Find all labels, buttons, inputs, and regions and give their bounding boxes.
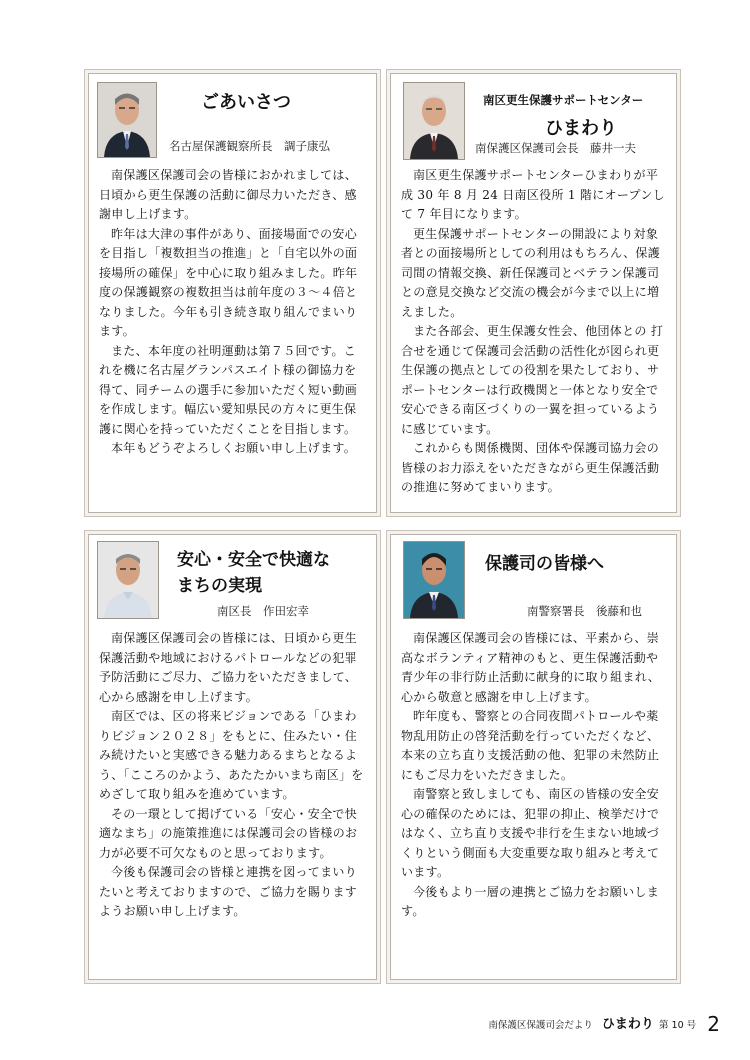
article-body (99, 629, 368, 922)
greeting-article (88, 73, 377, 513)
himawari-article (390, 73, 677, 513)
paragraph: 今後も保護司会の皆様と連携を図ってまいりたいと考えておりますので、ご協力を賜りますようお願い申し上げます。 (99, 865, 358, 918)
newsletter-name: ひまわり (601, 1017, 654, 1032)
paragraph: 更生保護サポートセンターの開設により対象者との面接場所としての利用はもちろん、保護司間の情報交換、新任保護司とベテラン保護司との意見交換など交流の機会が今まで以上に増えました。 (401, 226, 661, 319)
paragraph: これからも関係機関、団体や保護司協力会の皆様のお力添えをいただきながら更生保護活動の推進に努めてまいります。 (401, 441, 660, 494)
article-body (99, 166, 368, 459)
paragraph: また、本年度の社明運動は第７５回です。これを機に名古屋グランパスエイト様の御協力を得て、同チームの選手に参加いただく短い動画を作成します。幅広い愛知県民の方々に更生保護に関心を持っていただくことを目指します。 (99, 343, 358, 436)
police-article (390, 534, 677, 980)
author-photo (403, 541, 465, 619)
author-photo (403, 82, 465, 160)
safe-town-article (88, 534, 377, 980)
newsletter-source: 南保護区保護司会だより (488, 1020, 593, 1031)
article-body (401, 166, 668, 498)
page-number: 2 (707, 1012, 720, 1036)
author-byline: 名古屋保護観察所長 調子康弘 (169, 139, 330, 153)
author-byline: 南保護区保護司会長 藤井一夫 (475, 141, 636, 155)
paragraph: 南区では、区の将来ビジョンである「ひまわりビジョン２０２８」をもとに、住みたい・住み続けたいと実感できる魅力あるまちとなるよう、「こころのかよう、あたたかいまち南区」をめざして取り組みを進めています。 (99, 709, 364, 801)
article-title: 保護司の皆様へ (485, 554, 604, 574)
article-title-line2: まちの実現 (177, 576, 262, 596)
article-title: ごあいさつ (201, 92, 291, 113)
author-photo (97, 541, 159, 619)
paragraph: 昨年は大津の事件があり、面接場面での安心を目指し「複数担当の推進」と「自宅以外の面接場所の確保」を中心に取り組みました。昨年度の保護観察の複数担当は前年度の３～４倍となりました。今年も引き続き取り組んでまいります。 (99, 226, 358, 338)
article-body (401, 629, 668, 922)
paragraph: 今後もより一層の連携とご協力をお願いします。 (401, 884, 660, 918)
paragraph: 本年もどうぞよろしくお願い申し上げます。 (111, 441, 357, 455)
article-kicker: 南区更生保護サポートセンター (483, 93, 644, 107)
paragraph: また各部会、更生保護女性会、他団体との 打合せを通じて保護司会活動の活性化が図られ更生保護の拠点としての役割を果たしており、サポートセンターは行政機関と一体となり安全で安心できる南区づくりの一翼を担っているように感じています。 (401, 324, 664, 436)
author-byline: 南区長 作田宏幸 (217, 604, 309, 618)
paragraph: 南保護区保護司会の皆様におかれましては、日頃から更生保護の活動に御尽力いただき、感謝申し上げます。 (99, 168, 358, 221)
author-byline: 南警察署長 後藤和也 (527, 604, 642, 618)
paragraph: 南保護区保護司会の皆様には、平素から、崇高なボランティア精神のもと、更生保護活動や青少年の非行防止活動に献身的に取り組まれ、心から敬意と感謝を申し上げます。 (401, 631, 661, 704)
paragraph: 昨年度も、警察との合同夜間パトロールや薬物乱用防止の啓発活動を行っていただくなど、本来の立ち直り支援活動の他、犯罪の未然防止にもご尽力をいただきました。 (401, 709, 660, 782)
paragraph: 南警察と致しましても、南区の皆様の安全安心の確保のためには、犯罪の抑止、検挙だけではなく、立ち直り支援や非行を生まない地域づくりという側面も大変重要な取り組みと考えています。 (401, 787, 660, 879)
issue-number: 第 10 号 (659, 1020, 697, 1031)
author-photo (97, 82, 157, 158)
article-title: ひまわり (545, 118, 617, 139)
page-footer (488, 1012, 720, 1036)
paragraph: 南保護区保護司会の皆様には、日頃から更生保護活動や地域におけるパトロールなどの犯罪予防活動にご尽力、ご協力をいただきまして、心から感謝を申し上げます。 (99, 631, 358, 704)
paragraph: 南区更生保護サポートセンターひまわりが平成 30 年 8 月 24 日南区役所 1 階にオープンして 7 年目になります。 (401, 168, 665, 221)
paragraph: その一環として掲げている「安心・安全で快適なまち」の施策推進には保護司会の皆様のお力が必要不可欠なものと思っております。 (99, 806, 358, 860)
article-title: 安心・安全で快適な (177, 550, 330, 570)
